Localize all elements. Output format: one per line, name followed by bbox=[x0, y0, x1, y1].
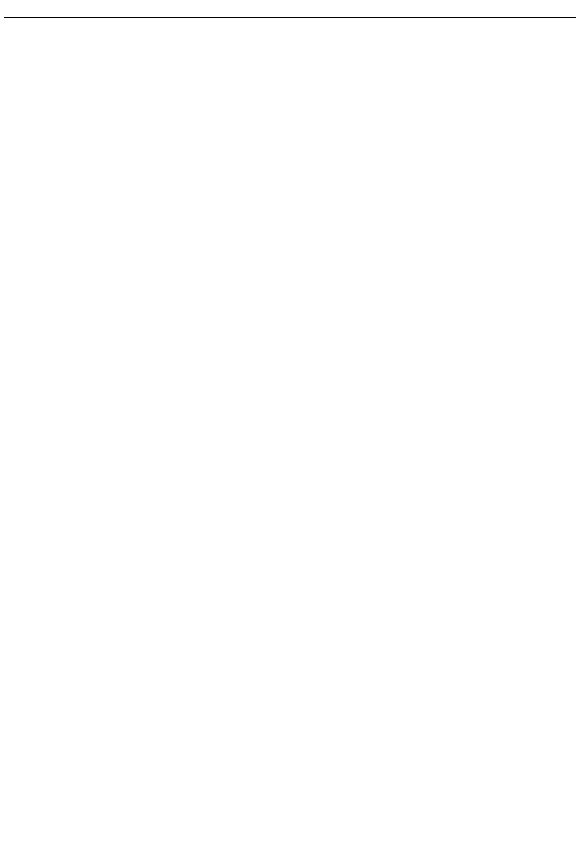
masthead bbox=[4, 4, 576, 18]
